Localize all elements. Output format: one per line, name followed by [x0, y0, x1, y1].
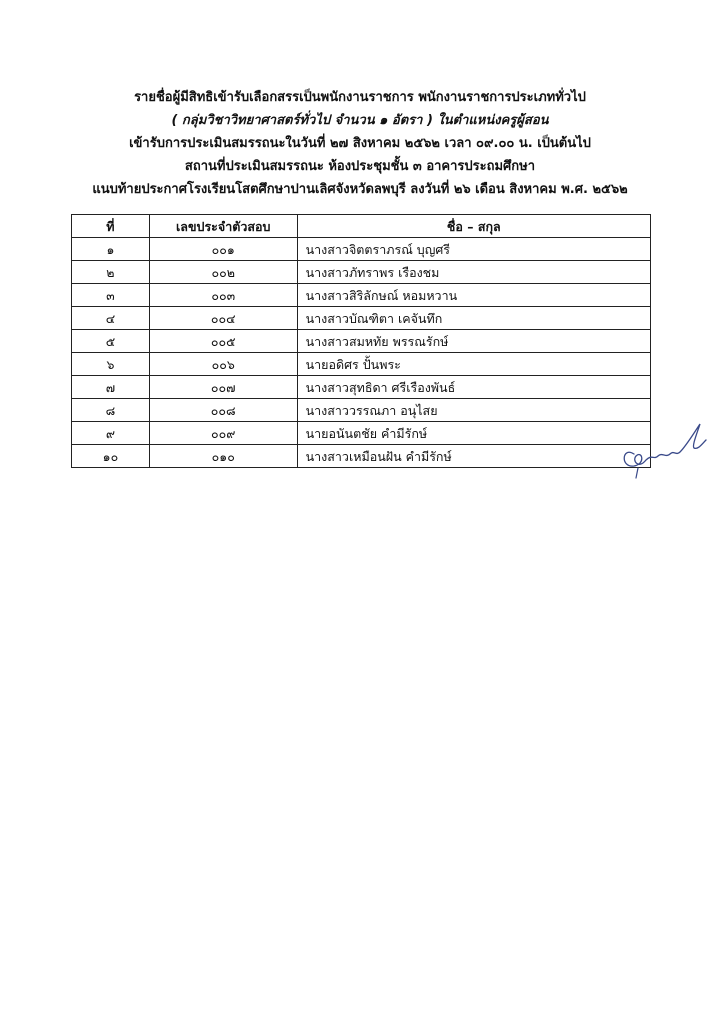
column-header-name: ชื่อ – สกุล: [297, 215, 650, 238]
header-line-4: สถานที่ประเมินสมรรถนะ ห้องประชุมชั้น ๓ อาคารประถมศึกษา: [184, 159, 536, 174]
document-header: [60, 86, 660, 201]
exam-id: ๐๐๖: [149, 353, 297, 376]
header-line-1: รายชื่อผู้มีสิทธิเข้ารับเลือกสรรเป็นพนักงานราชการ พนักงานราชการประเภททั่วไป: [134, 90, 586, 105]
exam-id: ๐๑๐: [149, 445, 297, 468]
row-number: ๕: [72, 330, 150, 353]
row-number: ๙: [72, 422, 150, 445]
full-name: นางสาวสุทธิดา ศรีเรืองพันธ์: [297, 376, 650, 399]
exam-id: ๐๐๙: [149, 422, 297, 445]
table-row: [72, 353, 651, 376]
candidate-table: [71, 214, 651, 468]
full-name: นางสาวสิริลักษณ์ หอมหวาน: [297, 284, 650, 307]
exam-id: ๐๐๑: [149, 238, 297, 261]
header-line-5: แนบท้ายประกาศโรงเรียนโสตศึกษาปานเลิศจังหวัดลพบุรี ลงวันที่ ๒๖ เดือน สิงหาคม พ.ศ. ๒๕๖๒: [92, 182, 628, 197]
full-name: นางสาวภัทราพร เรืองชม: [297, 261, 650, 284]
row-number: ๓: [72, 284, 150, 307]
full-name: นายอนันตชัย คำมีรักษ์: [297, 422, 650, 445]
table-row: [72, 261, 651, 284]
row-number: ๖: [72, 353, 150, 376]
table-row: [72, 376, 651, 399]
column-header-no: ที่: [72, 215, 150, 238]
table-row: [72, 422, 651, 445]
row-number: ๘: [72, 399, 150, 422]
column-header-code: เลขประจำตัวสอบ: [149, 215, 297, 238]
full-name: นางสาววรรณภา อนุไสย: [297, 399, 650, 422]
table-header-row: [72, 215, 651, 238]
table-row: [72, 399, 651, 422]
exam-id: ๐๐๔: [149, 307, 297, 330]
full-name: นางสาวบัณฑิตา เคจันทึก: [297, 307, 650, 330]
header-line-3: เข้ารับการประเมินสมรรถนะในวันที่ ๒๗ สิงหาคม ๒๕๖๒ เวลา ๐๙.๐๐ น. เป็นต้นไป: [129, 136, 591, 151]
full-name: นางสาวจิตตราภรณ์ บุญศรี: [297, 238, 650, 261]
full-name: นายอดิศร ปั้นพระ: [297, 353, 650, 376]
row-number: ๔: [72, 307, 150, 330]
exam-id: ๐๐๘: [149, 399, 297, 422]
row-number: ๑๐: [72, 445, 150, 468]
row-number: ๒: [72, 261, 150, 284]
table-row: [72, 330, 651, 353]
row-number: ๗: [72, 376, 150, 399]
table-row: [72, 238, 651, 261]
table-row: [72, 307, 651, 330]
handwritten-signature-icon: [612, 410, 708, 480]
table-row: [72, 445, 651, 468]
row-number: ๑: [72, 238, 150, 261]
table-row: [72, 284, 651, 307]
exam-id: ๐๐๗: [149, 376, 297, 399]
exam-id: ๐๐๓: [149, 284, 297, 307]
header-line-2: ( กลุ่มวิชาวิทยาศาสตร์ทั่วไป จำนวน ๑ อัตรา ) ในตำแหน่งครูผู้สอน: [171, 113, 549, 128]
exam-id: ๐๐๕: [149, 330, 297, 353]
full-name: นางสาวเหมือนฝัน คำมีรักษ์: [297, 445, 650, 468]
exam-id: ๐๐๒: [149, 261, 297, 284]
full-name: นางสาวสมหทัย พรรณรักษ์: [297, 330, 650, 353]
